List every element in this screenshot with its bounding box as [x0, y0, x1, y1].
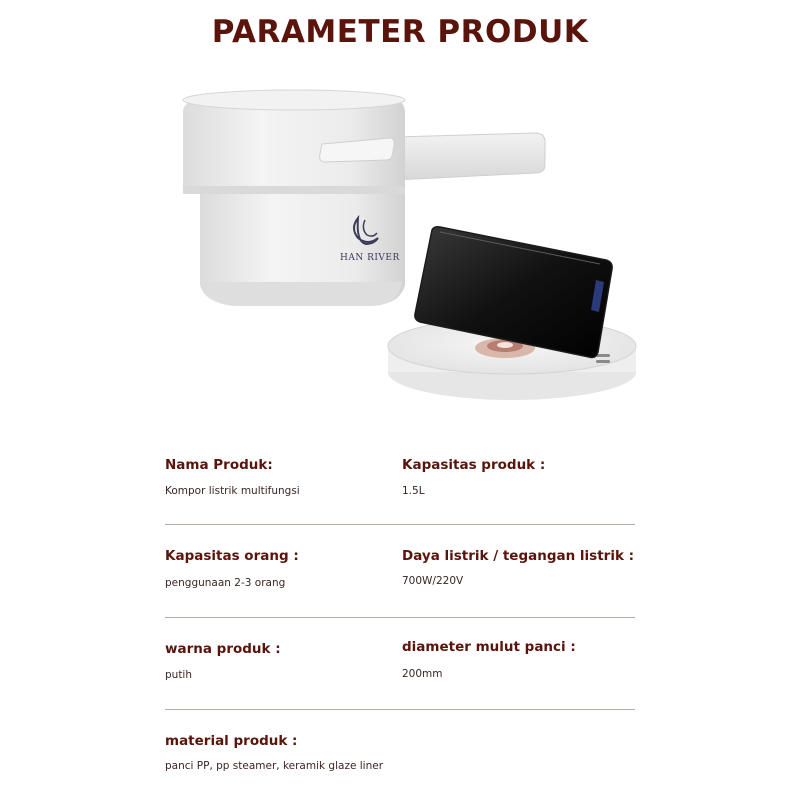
spec-label-daya-listrik: Daya listrik / tegangan listrik : — [402, 548, 635, 564]
spec-value-warna-produk: putih — [165, 669, 193, 681]
spec-value-kapasitas-produk: 1.5L — [402, 485, 425, 497]
spec-row-3 — [165, 639, 635, 699]
spec-value-nama-produk: Kompor listrik multifungsi — [165, 485, 300, 497]
spec-value-daya-listrik: 700W/220V — [402, 575, 464, 587]
spec-value-diameter-mulut-panci: 200mm — [402, 668, 443, 680]
spec-label-warna-produk: warna produk : — [165, 641, 281, 657]
spec-label-diameter-mulut-panci: diameter mulut panci : — [402, 639, 576, 655]
spec-label-kapasitas-produk: Kapasitas produk : — [402, 457, 546, 473]
spec-label-nama-produk: Nama Produk: — [165, 457, 273, 473]
divider — [165, 524, 635, 525]
divider — [165, 709, 635, 710]
spec-label-kapasitas-orang: Kapasitas orang : — [165, 548, 299, 564]
spec-value-material-produk: panci PP, pp steamer, keramik glaze liner — [165, 760, 384, 772]
spec-label-material-produk: material produk : — [165, 733, 298, 749]
spec-row-4 — [165, 731, 635, 791]
brand-text: HAN RIVER — [340, 253, 400, 263]
electric-pot-illustration — [0, 70, 800, 430]
spec-row-2 — [165, 546, 635, 606]
page-title: PARAMETER PRODUK — [211, 14, 589, 50]
spec-row-1 — [165, 455, 635, 515]
divider — [165, 617, 635, 618]
product-image — [0, 70, 800, 430]
spec-value-kapasitas-orang: penggunaan 2-3 orang — [165, 577, 286, 589]
